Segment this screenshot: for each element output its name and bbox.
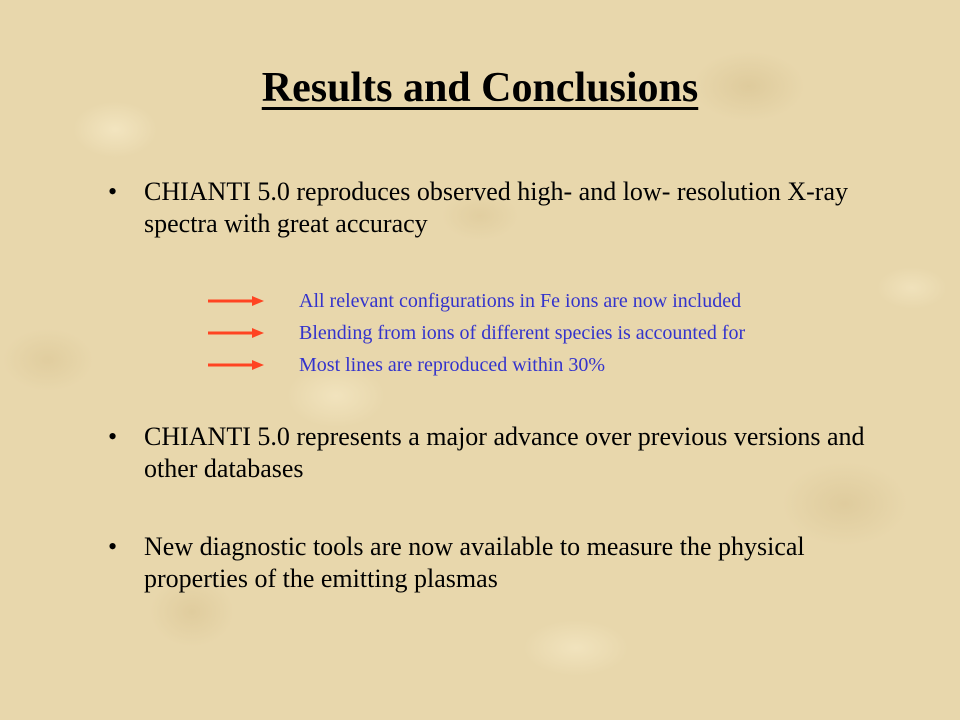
bullet-marker: • [108,532,118,561]
bullet-item [108,176,898,240]
sub-item [208,354,908,385]
bullet-text: CHIANTI 5.0 represents a major advance over previous versions and other databases [144,422,865,483]
sub-item-text: Most lines are reproduced within 30% [299,354,606,376]
right-arrow-icon [208,358,264,372]
slide-title: Results and Conclusions [261,65,699,111]
right-arrow-icon [208,294,264,308]
bullet-marker: • [108,177,118,206]
bullet-item [108,421,898,485]
sub-item [208,290,908,321]
sub-item-text: All relevant configurations in Fe ions are now included [299,290,742,312]
right-arrow-icon [208,326,264,340]
sub-item [208,322,908,353]
bullet-text: New diagnostic tools are now available to measure the physical properties of the emitting plasmas [144,532,805,593]
bullet-marker: • [108,422,118,451]
bullet-text: CHIANTI 5.0 reproduces observed high- and low- resolution X-ray spectra with great accuracy [144,177,848,238]
sub-item-text: Blending from ions of different species is accounted for [299,322,746,344]
bullet-item [108,531,898,595]
